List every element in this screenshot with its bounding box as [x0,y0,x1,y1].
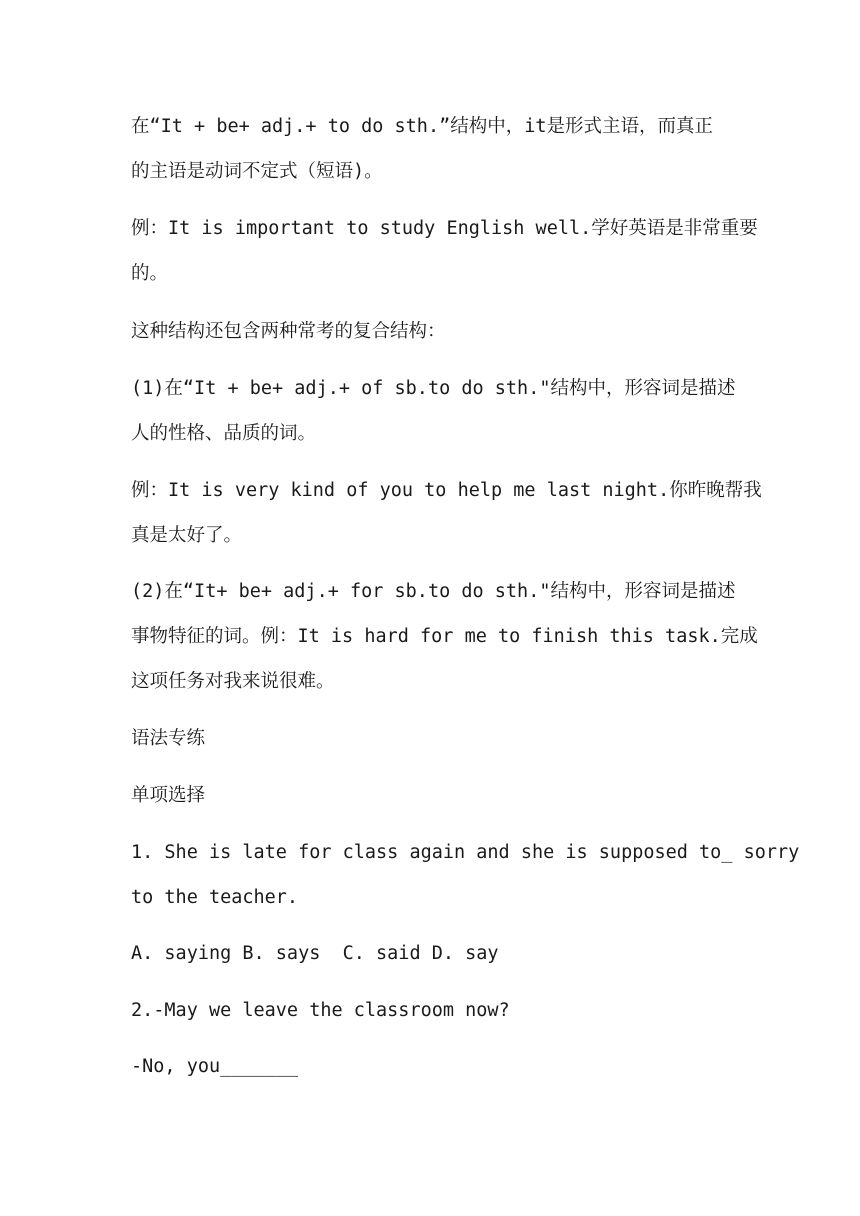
text-line: 例：It is very kind of you to help me last night.你昨晚帮我 [131,480,762,501]
text-line: 事物特征的词。例：It is hard for me to finish this task.完成 [131,626,758,647]
text-line: (1)在“It + be+ adj.+ of sb.to do sth."结构中，形容词是描述 [131,378,736,399]
question-text: -No, you_______ [131,1056,299,1077]
question-text: to the teacher. [131,887,299,908]
text-line: 的。 [131,263,169,284]
text-line: 例：It is important to study English well.学好英语是非常重要 [131,218,758,239]
text-line: 这项任务对我来说很难。 [131,671,335,692]
section-heading: 语法专练 [131,728,206,749]
answer-options: A. saying B. says C. said D. say [131,943,499,964]
question-text: 2.-May we leave the classroom now? [131,1000,510,1021]
text-line: (2)在“It+ be+ adj.+ for sb.to do sth."结构中，形容词是描述 [131,581,736,602]
text-line: 这种结构还包含两种常考的复合结构： [131,321,446,342]
question-text: 1. She is late for class again and she is supposed to_ sorry [131,842,800,863]
text-line: 的主语是动词不定式（短语)。 [131,161,383,182]
text-line: 真是太好了。 [131,525,243,546]
text-line: 人的性格、品质的词。 [131,423,317,444]
section-heading: 单项选择 [131,785,206,806]
text-line: 在“It + be+ adj.+ to do sth.”结构中，it是形式主语，而真正 [131,116,714,137]
